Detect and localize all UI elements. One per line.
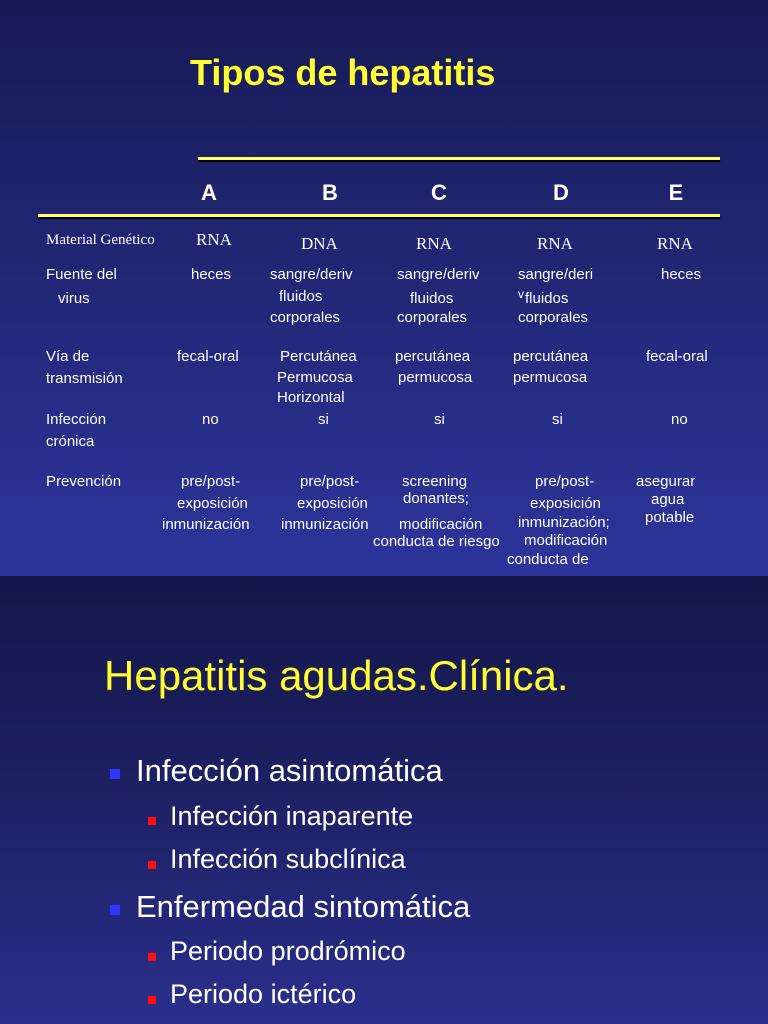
row-label-via-1: Vía de [46,348,90,365]
cell-via-c-1: percutánea [395,348,471,365]
row-label-fuente-1: Fuente del [46,266,117,283]
cell-via-b-3: Horizontal [277,389,345,406]
cell-fuente-a: heces [191,266,232,283]
column-header-a: A [201,180,217,205]
cell-via-b-2: Permucosa [277,369,353,386]
cell-prevencion-d-5: conducta de [507,551,589,568]
sub-bullet-square-icon [148,817,156,825]
cell-material-d: RNA [537,234,573,253]
slide2-title: Hepatitis agudas.Clínica. [104,652,569,699]
cell-prevencion-b-3: inmunización [281,516,369,533]
cell-fuente-c-2: fluidos [410,290,454,307]
cell-prevencion-d-3: inmunización; [518,514,610,531]
column-header-d: D [553,180,569,205]
row-label-cronica-1: Infección [46,411,107,428]
cell-prevencion-a-2: exposición [177,495,248,512]
cell-fuente-c-1: sangre/deriv [397,266,480,283]
slide-acute-hepatitis-clinic [0,576,768,1024]
cell-fuente-b-1: sangre/deriv [270,266,353,283]
cell-cronica-c: si [434,411,445,428]
row-label-via-2: transmisión [46,370,123,387]
cell-fuente-b-3: corporales [270,309,341,326]
cell-fuente-d-1: sangre/deri [518,266,594,283]
cell-fuente-b-2: fluidos [279,288,323,305]
row-label-material: Material Genético [46,232,155,248]
row-label-fuente-2: virus [58,290,90,307]
cell-cronica-a: no [202,411,219,428]
bullet-square-icon [110,905,120,915]
cell-fuente-d-2: fluidos [525,290,569,307]
cell-prevencion-d-1: pre/post- [535,473,595,490]
sub-bullet-square-icon [148,861,156,869]
cell-cronica-d: si [552,411,563,428]
column-header-e: E [668,180,684,205]
cell-via-b-1: Percutánea [280,348,357,365]
cell-material-a: RNA [196,230,232,249]
sub-bullet-square-icon [148,953,156,961]
cell-via-e: fecal-oral [646,348,708,365]
cell-material-b: DNA [301,234,338,253]
cell-material-c: RNA [416,234,452,253]
cell-prevencion-e-2: agua [651,491,685,508]
column-header-b: B [322,180,338,205]
bullet-asintomatica: Infección asintomática [136,753,443,788]
cell-prevencion-d-4: modificación [524,532,608,549]
cell-prevencion-d-2: exposición [530,495,601,512]
cell-fuente-e: heces [661,266,702,283]
cell-prevencion-e-1: asegurar [636,473,696,490]
cell-fuente-d-mark: v [518,287,524,301]
bullet-sintomatica: Enfermedad sintomática [136,889,471,924]
sub-bullet-subclinica: Infección subclínica [170,844,406,874]
row-label-prevencion: Prevención [46,473,122,490]
cell-prevencion-c-2: donantes; [403,490,469,507]
cell-prevencion-a-1: pre/post- [181,473,241,490]
cell-cronica-e: no [671,411,688,428]
cell-prevencion-c-4: conducta de riesgo [373,533,500,550]
cell-via-d-2: permucosa [513,369,588,386]
sub-bullet-inaparente: Infección inaparente [170,801,414,831]
cell-prevencion-b-1: pre/post- [300,473,360,490]
cell-via-a: fecal-oral [177,348,239,365]
cell-fuente-c-3: corporales [397,309,468,326]
table-top-rule [198,157,720,160]
column-header-c: C [431,180,447,205]
cell-via-d-1: percutánea [513,348,589,365]
table-header-rule [38,214,720,217]
cell-prevencion-e-3: potable [645,509,695,526]
cell-fuente-d-3: corporales [518,309,589,326]
slide1-title: Tipos de hepatitis [190,52,496,93]
cell-prevencion-c-1: screening [402,473,468,490]
sub-bullet-prodromico: Periodo prodrómico [170,936,406,966]
sub-bullet-square-icon [148,996,156,1004]
row-label-cronica-2: crónica [46,433,95,450]
sub-bullet-icterico: Periodo ictérico [170,979,357,1009]
cell-cronica-b: si [318,411,329,428]
cell-material-e: RNA [657,234,693,253]
cell-prevencion-a-3: inmunización [162,516,250,533]
cell-via-c-2: permucosa [398,369,473,386]
cell-prevencion-c-3: modificación [399,516,483,533]
cell-prevencion-b-2: exposición [297,495,368,512]
bullet-square-icon [110,769,120,779]
